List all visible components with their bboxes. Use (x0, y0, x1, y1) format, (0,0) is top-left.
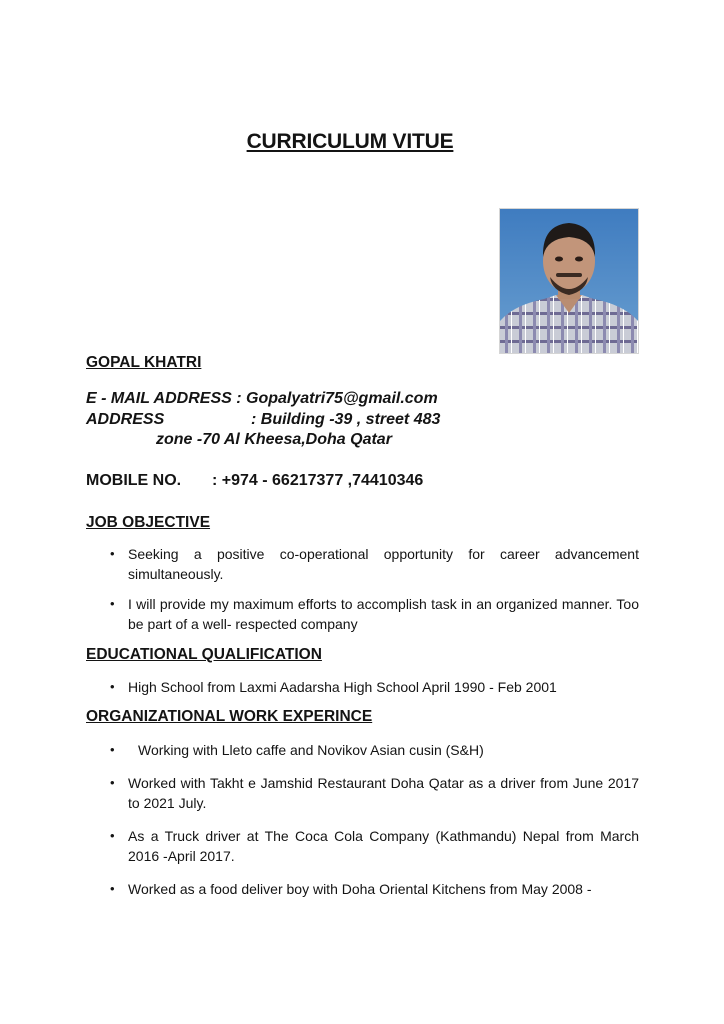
mobile-row (86, 472, 423, 490)
profile-photo (499, 208, 639, 354)
address-value: : Building -39 , street 483 (251, 411, 441, 428)
email-value: : Gopalyatri75@gmail.com (231, 390, 438, 407)
education-heading: EDUCATIONAL QUALIFICATION (86, 646, 322, 663)
list-item: • Worked as a food deliver boy with Doha Oriental Kitchens from May 2008 - (110, 881, 592, 897)
candidate-name: GOPAL KHATRI (86, 354, 202, 371)
list-item: • Worked with Takht e Jamshid Restaurant Doha Qatar as a driver from June 2017 to 2021 July. (110, 775, 639, 811)
address-label: ADDRESS (86, 411, 165, 428)
bullet-icon: • (110, 679, 115, 694)
education-list (108, 677, 639, 697)
bullet-icon: • (110, 742, 115, 757)
bullet-icon: • (110, 828, 115, 843)
bullet-icon: • (110, 546, 115, 561)
bullet-icon: • (110, 775, 115, 790)
email-label: E - MAIL ADDRESS (86, 390, 232, 407)
work-experience-list (108, 740, 639, 912)
job-objective-heading: JOB OBJECTIVE (86, 514, 211, 531)
job-objective-list (108, 544, 639, 644)
work-experience-heading: ORGANIZATIONAL WORK EXPERINCE (86, 708, 373, 725)
list-item: • I will provide my maximum efforts to accomplish task in an organized manner. Too be part of a well- respected company (110, 596, 639, 632)
mobile-label: MOBILE NO. (86, 472, 182, 489)
list-item: • As a Truck driver at The Coca Cola Company (Kathmandu) Nepal from March 2016 -April 2017. (110, 828, 639, 864)
page-title: CURRICULUM VITUE (246, 130, 454, 153)
address-row (86, 411, 440, 429)
address-line-2: zone -70 Al Kheesa,Doha Qatar (156, 431, 392, 448)
list-item: • Seeking a positive co-operational opportunity for career advancement simultaneously. (110, 546, 639, 582)
email-row (86, 390, 438, 408)
list-item: • High School from Laxmi Aadarsha High School April 1990 - Feb 2001 (110, 679, 557, 695)
mobile-value: : +974 - 66217377 ,74410346 (212, 472, 424, 489)
bullet-icon: • (110, 596, 115, 611)
list-item: • Working with Lleto caffe and Novikov Asian cusin (S&H) (110, 742, 484, 758)
bullet-icon: • (110, 881, 115, 896)
